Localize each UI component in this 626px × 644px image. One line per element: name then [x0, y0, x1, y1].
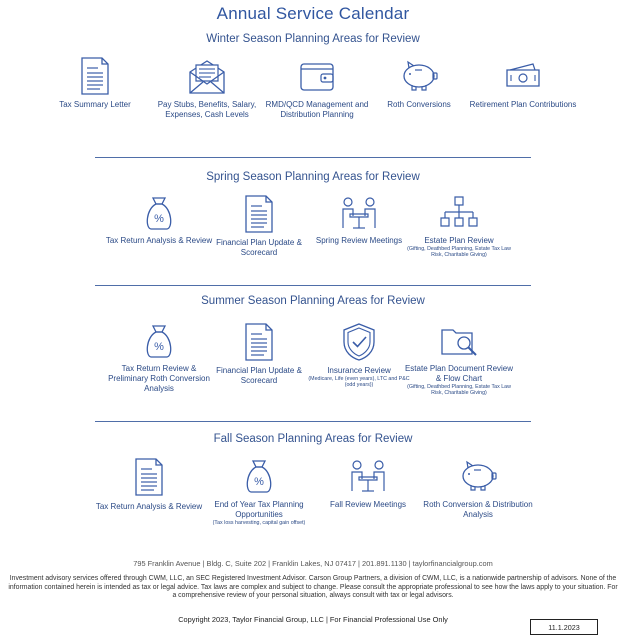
item-sublabel: (Gifting, Deathbed Planning, Estate Tax Law Risk, Charitable Giving): [407, 246, 511, 259]
winter-item-tax-summary: [40, 56, 150, 110]
fall-item-tax-return: [94, 456, 204, 512]
item-label: End of Year Tax Planning Opportunities: [214, 500, 304, 519]
winter-heading: Winter Season Planning Areas for Review: [206, 33, 420, 45]
spring-item-tax-return: [104, 194, 214, 246]
divider: [95, 421, 531, 422]
document-icon: [40, 56, 150, 96]
item-label: Spring Review Meetings: [315, 236, 403, 245]
meeting-icon: [313, 456, 423, 496]
item-label: Insurance Review: [327, 366, 391, 375]
summer-heading: Summer Season Planning Areas for Review: [201, 295, 425, 307]
cash-icon: [468, 56, 578, 96]
piggy-bank-icon: [364, 56, 474, 96]
item-label: Estate Plan Document Review & Flow Chart: [404, 364, 514, 383]
winter-item-roth: [364, 56, 474, 110]
summer-item-tax-return: [104, 322, 214, 394]
footer-disclaimer: Investment advisory services offered through CWM, LLC, an SEC Registered Investment Advisor. Carson Group Partners, a division of CWM, LLC, is a nationwide partnership of advisors. None of the information contained herein is intended as tax or legal advice. Tax laws are complex and subject to change. Please consult the appropriate professional to see how the laws apply to your situation. For a comprehensive review of your personal situation, always consult with tax or legal advisors.: [8, 575, 618, 600]
summer-item-estate-document: [404, 322, 514, 397]
winter-item-rmd: [262, 56, 372, 120]
svg-text:%: %: [154, 341, 164, 353]
item-label: Pay Stubs, Benefits, Salary, Expenses, Cash Levels: [157, 100, 257, 119]
date-box: 11.1.2023: [530, 619, 598, 635]
envelope-icon: [152, 56, 262, 96]
winter-item-pay-stubs: [152, 56, 262, 120]
divider: [95, 157, 531, 158]
shield-icon: [304, 322, 414, 362]
item-label: Retirement Plan Contributions: [469, 100, 577, 109]
folder-search-icon: [404, 322, 514, 360]
svg-text:%: %: [254, 476, 264, 488]
meeting-icon: [304, 194, 414, 232]
fall-item-year-end-tax: [204, 456, 314, 526]
org-chart-icon: [404, 194, 514, 232]
item-label: Financial Plan Update & Scorecard: [216, 366, 302, 385]
piggy-bank-icon: [423, 456, 533, 496]
item-label: Tax Return Review & Preliminary Roth Conversion Analysis: [108, 364, 210, 393]
item-label: Roth Conversions: [387, 100, 451, 109]
document-icon: [94, 456, 204, 498]
item-label: Tax Return Analysis & Review: [105, 236, 213, 245]
footer-address: 795 Franklin Avenue | Bldg. C, Suite 202 | Franklin Lakes, NJ 07417 | 201.891.1130 | taylorfinancialgroup.com: [133, 559, 493, 568]
divider: [95, 285, 531, 286]
document-icon: [204, 194, 314, 234]
item-sublabel: (Medicare, Life (even years), LTC and P&C (odd years)): [308, 376, 410, 389]
spring-heading: Spring Season Planning Areas for Review: [206, 171, 420, 183]
spring-item-financial-plan: [204, 194, 314, 258]
money-bag-icon: [204, 456, 314, 496]
fall-item-review-meetings: [313, 456, 423, 510]
money-bag-icon: [104, 322, 214, 360]
money-bag-icon: [104, 194, 214, 232]
fall-heading: Fall Season Planning Areas for Review: [213, 433, 413, 445]
item-label: Financial Plan Update & Scorecard: [216, 238, 302, 257]
footer-copyright: Copyright 2023, Taylor Financial Group, LLC | For Financial Professional Use Only: [178, 615, 448, 624]
item-label: Estate Plan Review: [424, 236, 494, 245]
svg-text:%: %: [154, 213, 164, 225]
fall-item-roth-conversion: [423, 456, 533, 520]
document-icon: [204, 322, 314, 362]
item-label: Tax Return Analysis & Review: [95, 502, 203, 511]
spring-item-review-meetings: [304, 194, 414, 246]
winter-item-retirement: [468, 56, 578, 110]
item-label: Tax Summary Letter: [59, 100, 131, 109]
item-label: Roth Conversion & Distribution Analysis: [423, 500, 533, 519]
item-sublabel: (Gifting, Deathbed Planning, Estate Tax Law Risk, Charitable Giving): [407, 384, 511, 397]
page-title: Annual Service Calendar: [216, 4, 410, 23]
spring-item-estate-plan: [404, 194, 514, 259]
wallet-icon: [262, 56, 372, 96]
summer-item-insurance: [304, 322, 414, 389]
item-label: RMD/QCD Management and Distribution Planning: [265, 100, 369, 119]
summer-item-financial-plan: [204, 322, 314, 386]
item-label: Fall Review Meetings: [329, 500, 407, 509]
item-sublabel: (Tax loss harvesting, capital gain offset): [212, 520, 306, 526]
